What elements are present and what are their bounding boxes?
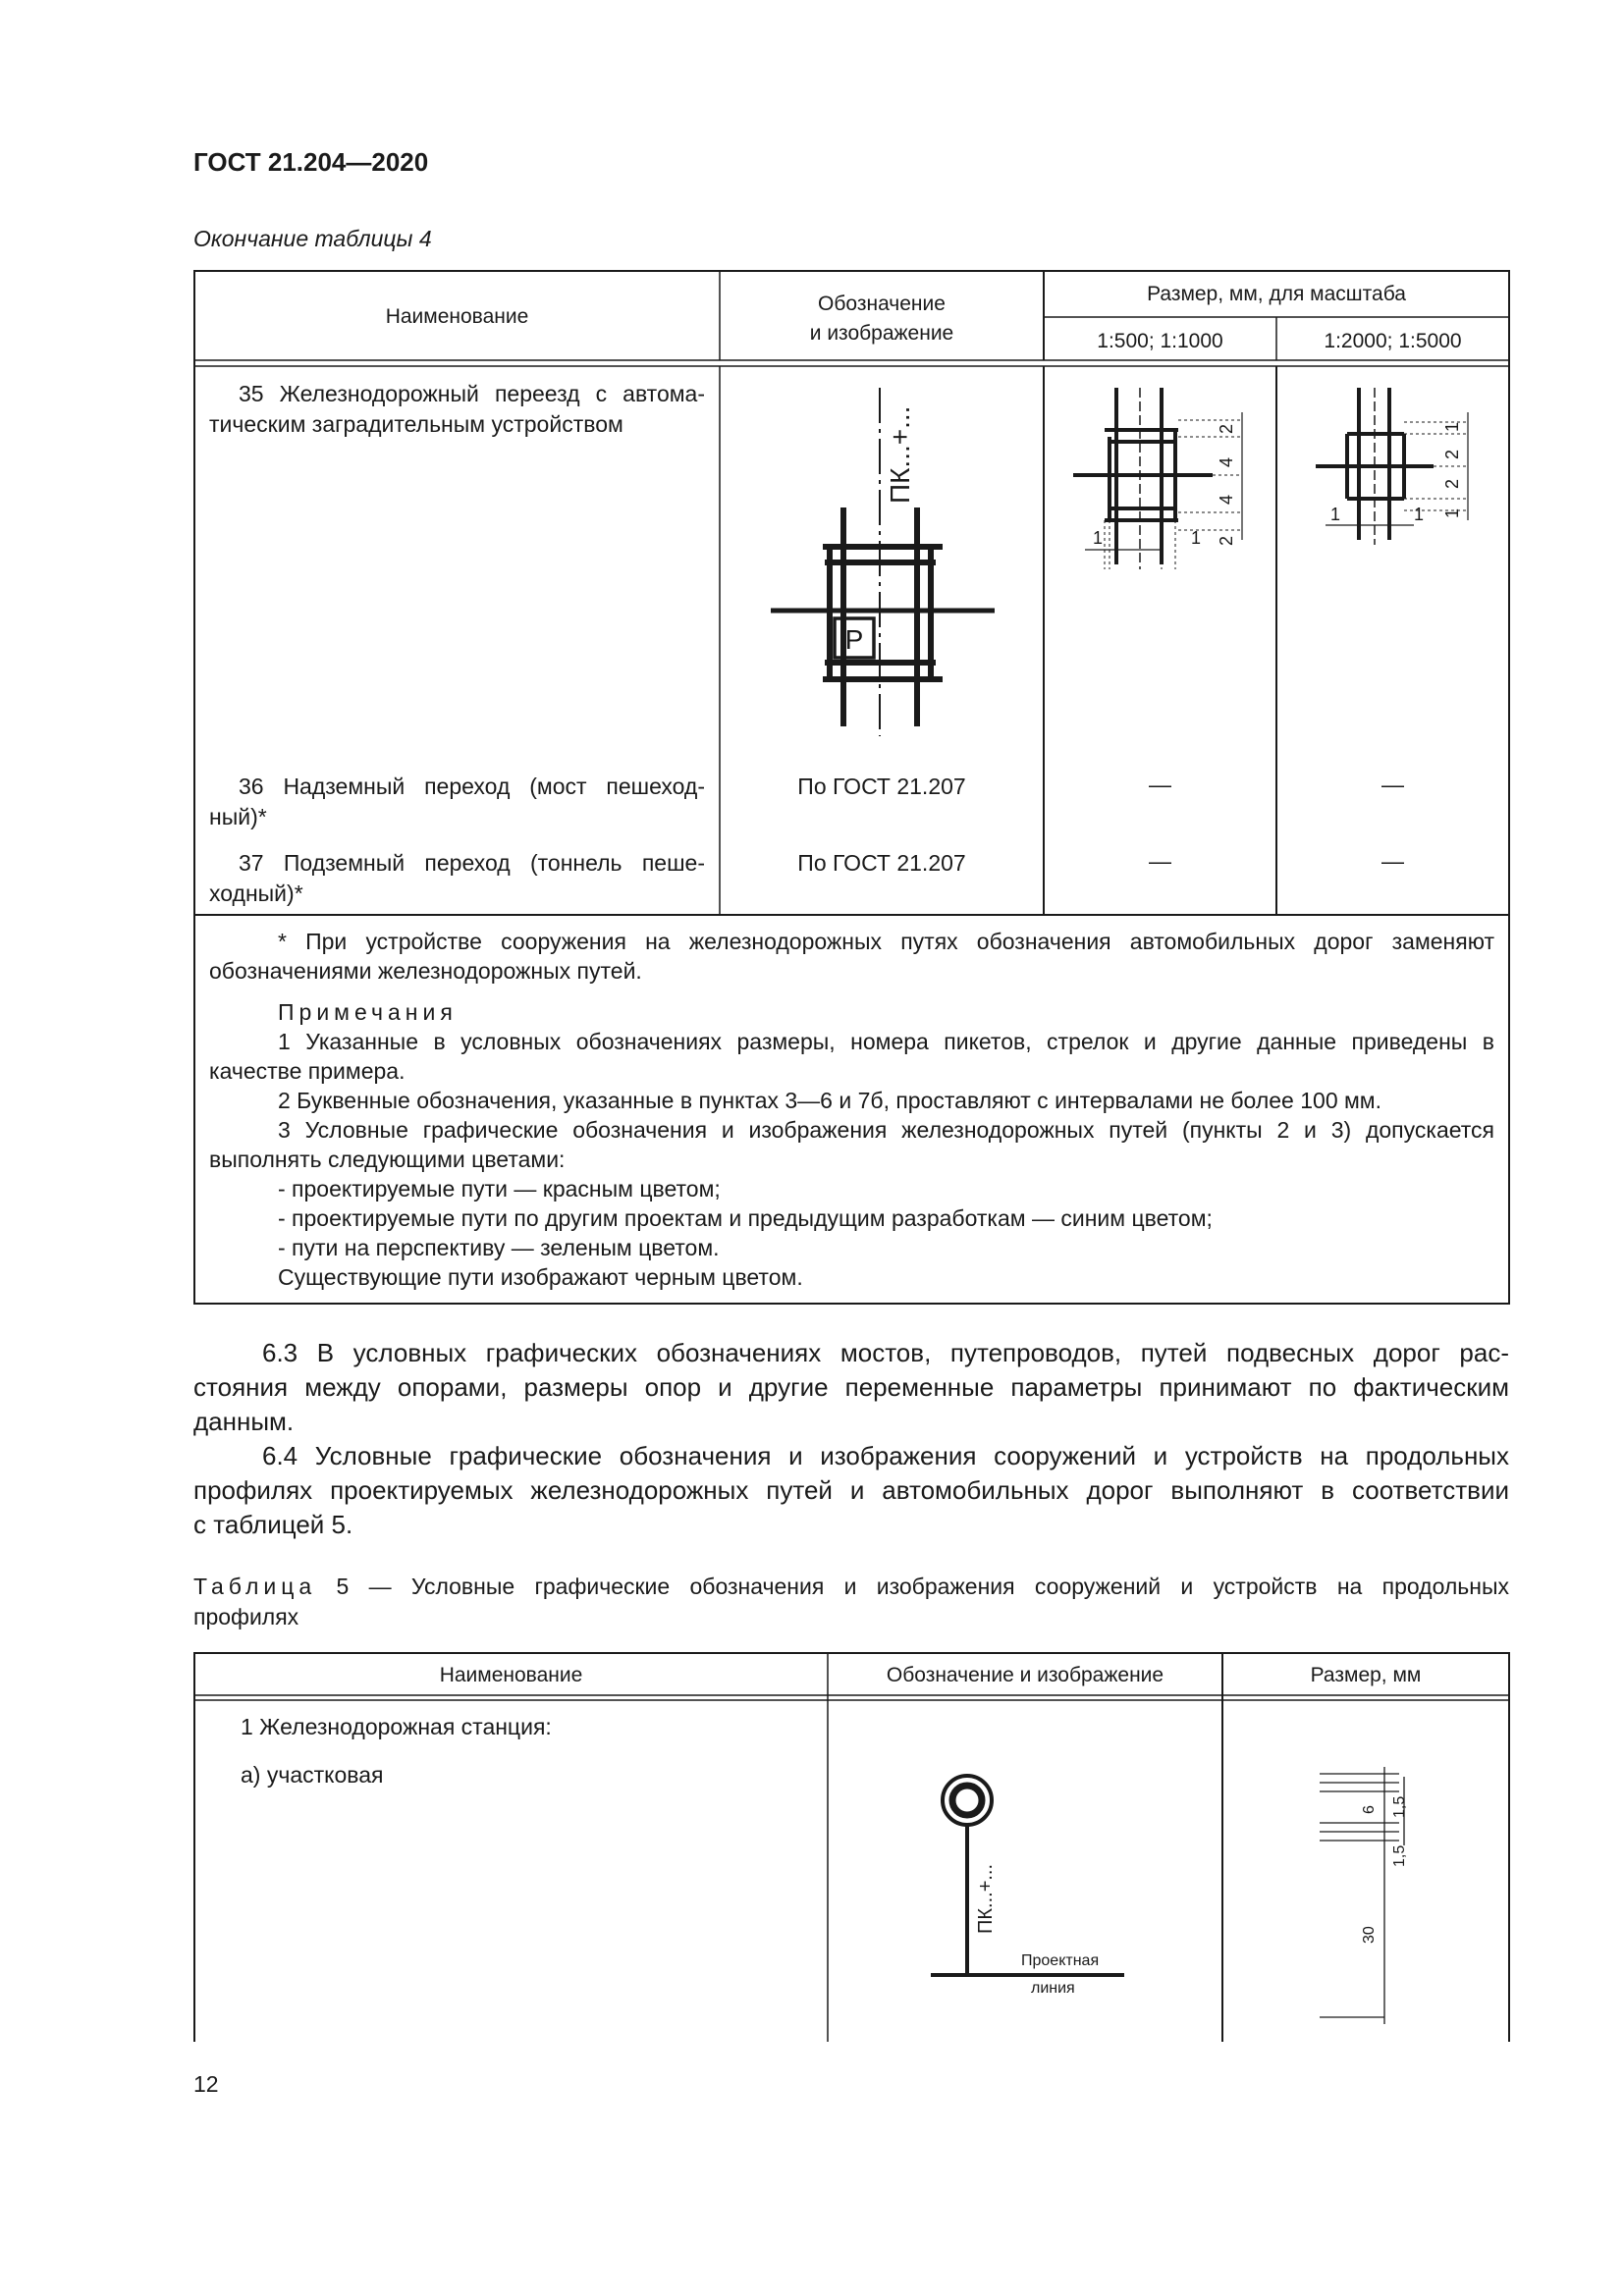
p64-line2: профилях проектируемых железнодорожных путей и автомобильных дорог выполняют в соответствии <box>193 1475 1509 1505</box>
p63-line1: 6.3 В условных графических обозначениях мостов, путепроводов, путей подвесных дорог рас- <box>262 1338 1509 1367</box>
dim-s1-d: 2 <box>1217 535 1236 546</box>
crossing-dims-scale-2 <box>1306 383 1483 550</box>
table-4-notes <box>209 927 1494 1292</box>
existing-tracks-note: Существующие пути изображают черным цветом. <box>278 1264 803 1290</box>
col-header-name: Наименование <box>385 305 529 328</box>
row-37-size-1: — <box>1149 848 1171 874</box>
color-item-3: - пути на перспективу — зеленым цветом. <box>278 1235 720 1260</box>
dim-s2-b: 2 <box>1442 449 1462 459</box>
col-header-designation-line1: Обозначение <box>818 293 946 315</box>
p63-line3: данным. <box>193 1407 295 1436</box>
table-4-caption: Окончание таблицы 4 <box>193 226 432 251</box>
crossing-letter: Р <box>844 624 864 655</box>
p64-line1: 6.4 Условные графические обозначения и изображения сооружений и устройств на продольных <box>262 1441 1509 1470</box>
row-37-designation: По ГОСТ 21.207 <box>797 850 966 876</box>
col-header-designation-line2: и изображение <box>809 322 954 345</box>
row-36-line1: 36 Надземный переход (мост пешеход- <box>239 774 705 799</box>
table-5-label: Таблица <box>193 1574 317 1599</box>
row-37-line2: ходный)* <box>209 881 303 906</box>
note-3-line1: 3 Условные графические обозначения и изображения железнодорожных путей (пункты 2 и 3) допускается <box>278 1117 1494 1143</box>
row-37-size-2: — <box>1381 848 1404 874</box>
crossing-dims-scale-1 <box>1065 383 1262 579</box>
col-header-scale-2: 1:2000; 1:5000 <box>1324 330 1462 352</box>
t5-header-size: Размер, мм <box>1310 1664 1422 1686</box>
railway-crossing-symbol <box>756 378 1011 741</box>
row-36-designation: По ГОСТ 21.207 <box>797 774 966 799</box>
col-header-scale-1: 1:500; 1:1000 <box>1097 330 1223 352</box>
paragraph-6-4 <box>193 1439 1509 1542</box>
station-line-label-1: Проектная <box>1021 1952 1100 1969</box>
station-dim-1-5-a: 1,5 <box>1391 1795 1408 1818</box>
row-35-line2: тическим заградительным устройством <box>209 411 623 437</box>
row-36-size-1: — <box>1149 772 1171 797</box>
table-5-caption-rest: 5 — Условные графические обозначения и изображения сооружений и устройств на продольных <box>316 1574 1509 1599</box>
station-dim-6: 6 <box>1361 1805 1378 1814</box>
station-dim-30: 30 <box>1361 1926 1378 1944</box>
note-1-line1: 1 Указанные в условных обозначениях размеры, номера пикетов, стрелок и другие данные приведены в <box>278 1029 1494 1054</box>
page-number: 12 <box>193 2071 219 2097</box>
dim-s2-c: 2 <box>1442 478 1462 489</box>
row-35-line1: 35 Железнодорожный переезд с автома- <box>239 381 705 406</box>
notes-title: Примечания <box>278 999 458 1025</box>
paragraph-6-3 <box>193 1336 1509 1439</box>
table-row-36-name <box>209 772 705 832</box>
color-item-2: - проектируемые пути по другим проектам и предыдущим разработкам — синим цветом; <box>278 1205 1213 1231</box>
p64-line3: с таблицей 5. <box>193 1510 353 1539</box>
row-36-size-2: — <box>1381 772 1404 797</box>
table-row-37-name <box>209 848 705 909</box>
station-dim-1-5-b: 1,5 <box>1391 1844 1408 1867</box>
note-3-line2: выполнять следующими цветами: <box>209 1147 566 1172</box>
dim-s1-a: 2 <box>1217 423 1236 434</box>
t5-header-designation: Обозначение и изображение <box>886 1664 1164 1686</box>
table-row-35-name <box>209 379 705 440</box>
t5-row-1-sub: а) участковая <box>241 1762 384 1788</box>
row-37-line1: 37 Подземный переход (тоннель пеше- <box>239 850 705 876</box>
dim-s1-c: 4 <box>1217 494 1236 505</box>
footnote-line1: * При устройстве сооружения на железнодорожных путях обозначения автомобильных дорог заменяют <box>278 929 1494 954</box>
station-pk-label: ПК...+... <box>975 1863 997 1934</box>
col-header-size: Размер, мм, для масштаба <box>1147 283 1406 305</box>
footnote-line2: обозначениями железнодорожных путей. <box>209 958 642 984</box>
crossing-pk-label: ПК...+... <box>885 405 915 504</box>
dim-s2-a: 1 <box>1442 421 1462 432</box>
note-1-line2: качестве примера. <box>209 1058 406 1084</box>
dim-s2-bottom-left: 1 <box>1330 505 1341 524</box>
t5-row-1-title: 1 Железнодорожная станция: <box>241 1714 552 1739</box>
document-code: ГОСТ 21.204—2020 <box>193 147 429 177</box>
table-5-caption <box>193 1572 1509 1632</box>
dim-s2-d: 1 <box>1442 507 1462 518</box>
station-line-label-2: линия <box>1031 1980 1075 1997</box>
table-5-caption-line2: профилях <box>193 1604 299 1629</box>
color-item-1: - проектируемые пути — красным цветом; <box>278 1176 721 1201</box>
dim-s1-bottom-left: 1 <box>1093 528 1104 548</box>
t5-header-name: Наименование <box>439 1664 583 1686</box>
dim-s1-b: 4 <box>1217 456 1236 467</box>
col-header-designation <box>720 290 1044 348</box>
note-2: 2 Буквенные обозначения, указанные в пунктах 3—6 и 7б, проставляют с интервалами не более 100 мм. <box>278 1088 1382 1113</box>
station-symbol <box>913 1757 1149 2012</box>
p63-line2: стояния между опорами, размеры опор и другие переменные параметры принимают по фактическим <box>193 1372 1509 1402</box>
row-36-line2: ный)* <box>209 804 267 829</box>
dim-s1-bottom-mid: 1 <box>1191 528 1202 548</box>
station-dims <box>1306 1757 1443 2032</box>
dim-s2-bottom-mid: 1 <box>1414 505 1425 524</box>
